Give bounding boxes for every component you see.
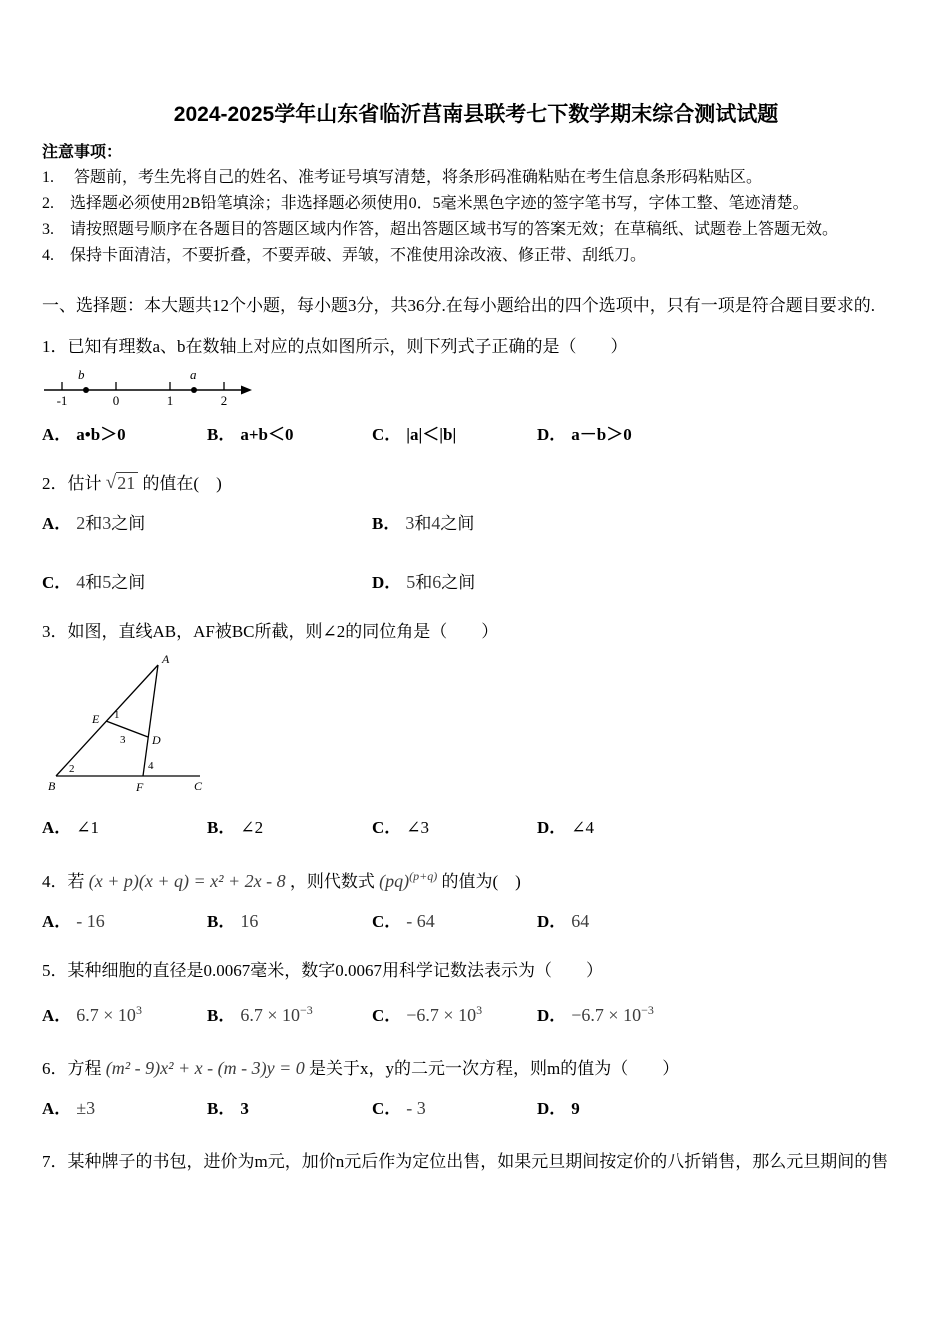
vertex-A-label: A [162, 652, 170, 666]
q4-option-a [42, 908, 207, 935]
option-number: 2 [76, 513, 86, 533]
option-number: 4 [431, 513, 441, 533]
option-label: A． [42, 818, 72, 837]
option-value: - 16 [76, 911, 105, 931]
question-5-options [42, 997, 910, 1029]
line-AB [56, 665, 158, 776]
option-value: a－b＞0 [571, 425, 632, 444]
option-value: 64 [571, 911, 590, 931]
option-label: C． [42, 573, 72, 592]
option-label: A． [42, 912, 72, 931]
vertex-F-label: F [136, 780, 144, 794]
option-label: A． [42, 1006, 72, 1025]
question-6 [42, 1055, 910, 1122]
q4-option-d [537, 908, 910, 935]
option-label: D． [537, 818, 567, 837]
exponent: 3 [135, 1003, 142, 1017]
question-3-options [42, 814, 910, 841]
angle-3-label: 3 [120, 734, 126, 746]
radicand: 21 [116, 472, 138, 493]
question-7 [42, 1148, 910, 1175]
q3-option-a [42, 814, 207, 841]
q1-option-a [42, 421, 207, 448]
option-label: A． [42, 425, 72, 444]
option-text: 之间 [111, 514, 146, 533]
notice-item-3: 3. 请按照题号顺序在各题目的答题区域内作答，超出答题区域书写的答案无效；在草稿纸、试题卷上答题无效。 [42, 221, 839, 238]
radical-sign: √ [105, 472, 117, 493]
angle-1-label: 1 [114, 709, 120, 721]
q5-option-d [537, 997, 910, 1029]
q5-option-c [372, 997, 537, 1029]
question-4-options [42, 908, 910, 935]
power-exponent: (p+q) [409, 869, 438, 883]
tick-label-0: 0 [112, 393, 120, 408]
question-5-stem: 5．某种细胞的直径是0.0067毫米，数字0.0067用科学记数法表示为（ ） [42, 961, 603, 980]
vertex-D-label: D [152, 733, 161, 747]
option-label: B． [207, 425, 236, 444]
question-6-options [42, 1095, 910, 1122]
option-label: C． [372, 425, 402, 444]
vertex-C-label: C [194, 779, 203, 793]
coefficient: −6.7 × 10 [406, 1005, 477, 1025]
option-label: B． [372, 514, 401, 533]
q6-equation: (m² - 9)x² + x - (m - 3)y = 0 [105, 1058, 305, 1078]
segment-ED [106, 721, 148, 737]
point-b-label: b [78, 368, 85, 382]
q2-option-d [372, 569, 722, 596]
number-line-figure [42, 368, 256, 408]
option-number: 3 [405, 513, 415, 533]
question-3-stem: 3．如图，直线AB，AF被BC所截，则∠2的同位角是（ ） [42, 622, 499, 641]
vertex-B-label: B [48, 779, 56, 793]
option-label: B． [207, 1006, 236, 1025]
vertex-E-label: E [92, 712, 100, 726]
option-value: ∠3 [406, 818, 430, 837]
coefficient: 6.7 × 10 [76, 1005, 136, 1025]
tick-label-minus1: -1 [56, 393, 68, 408]
option-text: 之间 [441, 573, 476, 592]
question-6-stem [42, 1055, 910, 1082]
q2-option-b [372, 510, 722, 537]
option-value: - 64 [406, 911, 435, 931]
option-label: C． [372, 1099, 402, 1118]
option-value [240, 1005, 312, 1025]
question-2-options [42, 510, 722, 596]
q6-option-c [372, 1095, 537, 1122]
option-value: ±3 [76, 1098, 96, 1118]
q6-option-d [537, 1095, 910, 1122]
q2-option-c [42, 569, 372, 596]
q3-option-c [372, 814, 537, 841]
option-label: D． [537, 912, 567, 931]
option-value: - 3 [406, 1098, 426, 1118]
option-label: B． [207, 818, 236, 837]
question-1-stem: 1．已知有理数a、b在数轴上对应的点如图所示，则下列式子正确的是（ ） [42, 337, 628, 356]
option-label: D． [537, 1006, 567, 1025]
q6-stem-post: 是关于x，y的二元一次方程，则m的值为（ ） [309, 1059, 680, 1078]
option-value: a+b＜0 [240, 425, 294, 444]
q2-stem-pre: 2．估计 [42, 474, 102, 493]
exponent: −3 [641, 1003, 654, 1017]
option-value [571, 1005, 654, 1025]
option-number: 6 [432, 572, 442, 592]
q1-option-c [372, 421, 537, 448]
q6-option-b [207, 1095, 372, 1122]
section-heading-choice: 一、选择题：本大题共12个小题，每小题3分，共36分.在每小题给出的四个选项中，只有一项是符合题目要求的. [42, 296, 875, 315]
q6-option-a [42, 1095, 207, 1122]
angle-2-label: 2 [69, 763, 75, 775]
option-value: 9 [571, 1099, 580, 1118]
option-text: 和 [415, 573, 433, 592]
question-3 [42, 618, 910, 841]
option-value: ∠1 [76, 818, 100, 837]
option-value: ∠2 [240, 818, 264, 837]
option-text: 之间 [440, 514, 475, 533]
option-label: D． [372, 573, 402, 592]
q5-option-b [207, 997, 372, 1029]
q2-option-a [42, 510, 372, 537]
q1-option-b [207, 421, 372, 448]
q4-power-expression [379, 871, 437, 891]
q4-option-c [372, 908, 537, 935]
option-text: 和 [85, 573, 103, 592]
option-label: D． [537, 1099, 567, 1118]
q1-option-d [537, 421, 910, 448]
point-a-dot [191, 387, 197, 393]
option-text: 和 [414, 514, 432, 533]
option-value [406, 1005, 482, 1025]
option-value: 3 [240, 1099, 249, 1118]
sqrt-21-expression [106, 473, 138, 493]
option-label: D． [537, 425, 567, 444]
q4-stem-post: 的值为( ) [441, 872, 521, 891]
power-base: (pq) [379, 871, 410, 891]
option-label: A． [42, 1099, 72, 1118]
option-value [76, 1005, 142, 1025]
q3-option-b [207, 814, 372, 841]
option-label: C． [372, 818, 402, 837]
question-1-options [42, 421, 910, 448]
exponent: 3 [476, 1003, 483, 1017]
option-text: 和 [85, 514, 103, 533]
notice-item-1: 1. 答题前，考生先将自己的姓名、准考证号填写清楚，将条形码准确粘贴在考生信息条形码粘贴区。 [42, 169, 763, 186]
option-value: |a|＜|b| [406, 425, 457, 444]
geometry-figure [48, 651, 213, 801]
q4-stem-pre: 4．若 [42, 872, 85, 891]
tick-label-1: 1 [166, 393, 174, 408]
option-value: ∠4 [571, 818, 595, 837]
question-1 [42, 333, 910, 448]
option-value: 16 [240, 911, 259, 931]
question-5 [42, 957, 910, 1029]
point-b-dot [83, 387, 89, 393]
coefficient: −6.7 × 10 [571, 1005, 642, 1025]
angle-4-label: 4 [148, 760, 154, 772]
question-4-stem [42, 863, 910, 895]
page-title: 2024-2025学年山东省临沂莒南县联考七下数学期末综合测试试题 [173, 103, 779, 126]
q6-stem-pre: 6．方程 [42, 1059, 102, 1078]
question-7-stem: 7．某种牌子的书包，进价为m元，加价n元后作为定位出售，如果元旦期间按定价的八折销售，那么元旦期间的售 [42, 1152, 889, 1171]
option-number: 5 [406, 572, 416, 592]
option-value: a•b＞0 [76, 425, 126, 444]
option-number: 5 [102, 572, 112, 592]
q2-stem-post: 的值在( ) [142, 474, 222, 493]
tick-label-2: 2 [220, 393, 228, 408]
question-2 [42, 470, 910, 596]
coefficient: 6.7 × 10 [240, 1005, 300, 1025]
q4-equation: (x + p)(x + q) = x² + 2x - 8 [88, 871, 286, 891]
option-label: C． [372, 912, 402, 931]
option-number: 4 [76, 572, 86, 592]
q3-option-d [537, 814, 910, 841]
option-label: C． [372, 1006, 402, 1025]
option-label: B． [207, 1099, 236, 1118]
q5-option-a [42, 997, 207, 1029]
option-number: 3 [102, 513, 112, 533]
option-label: B． [207, 912, 236, 931]
notice-item-4: 4. 保持卡面清洁，不要折叠，不要弄破、弄皱，不准使用涂改液、修正带、刮纸刀。 [42, 247, 647, 264]
question-4 [42, 863, 910, 935]
axis-arrow-icon [241, 386, 252, 395]
q4-option-b [207, 908, 372, 935]
exponent: −3 [300, 1003, 313, 1017]
notice-heading: 注意事项： [42, 144, 123, 161]
q4-stem-mid: ，则代数式 [289, 872, 375, 891]
point-a-label: a [190, 368, 197, 382]
question-2-stem [42, 470, 910, 497]
option-label: A． [42, 514, 72, 533]
notice-item-2: 2. 选择题必须使用2B铅笔填涂；非选择题必须使用0．5毫米黑色字迹的签字笔书写，字体工整、笔迹清楚。 [42, 195, 809, 212]
option-text: 之间 [111, 573, 146, 592]
